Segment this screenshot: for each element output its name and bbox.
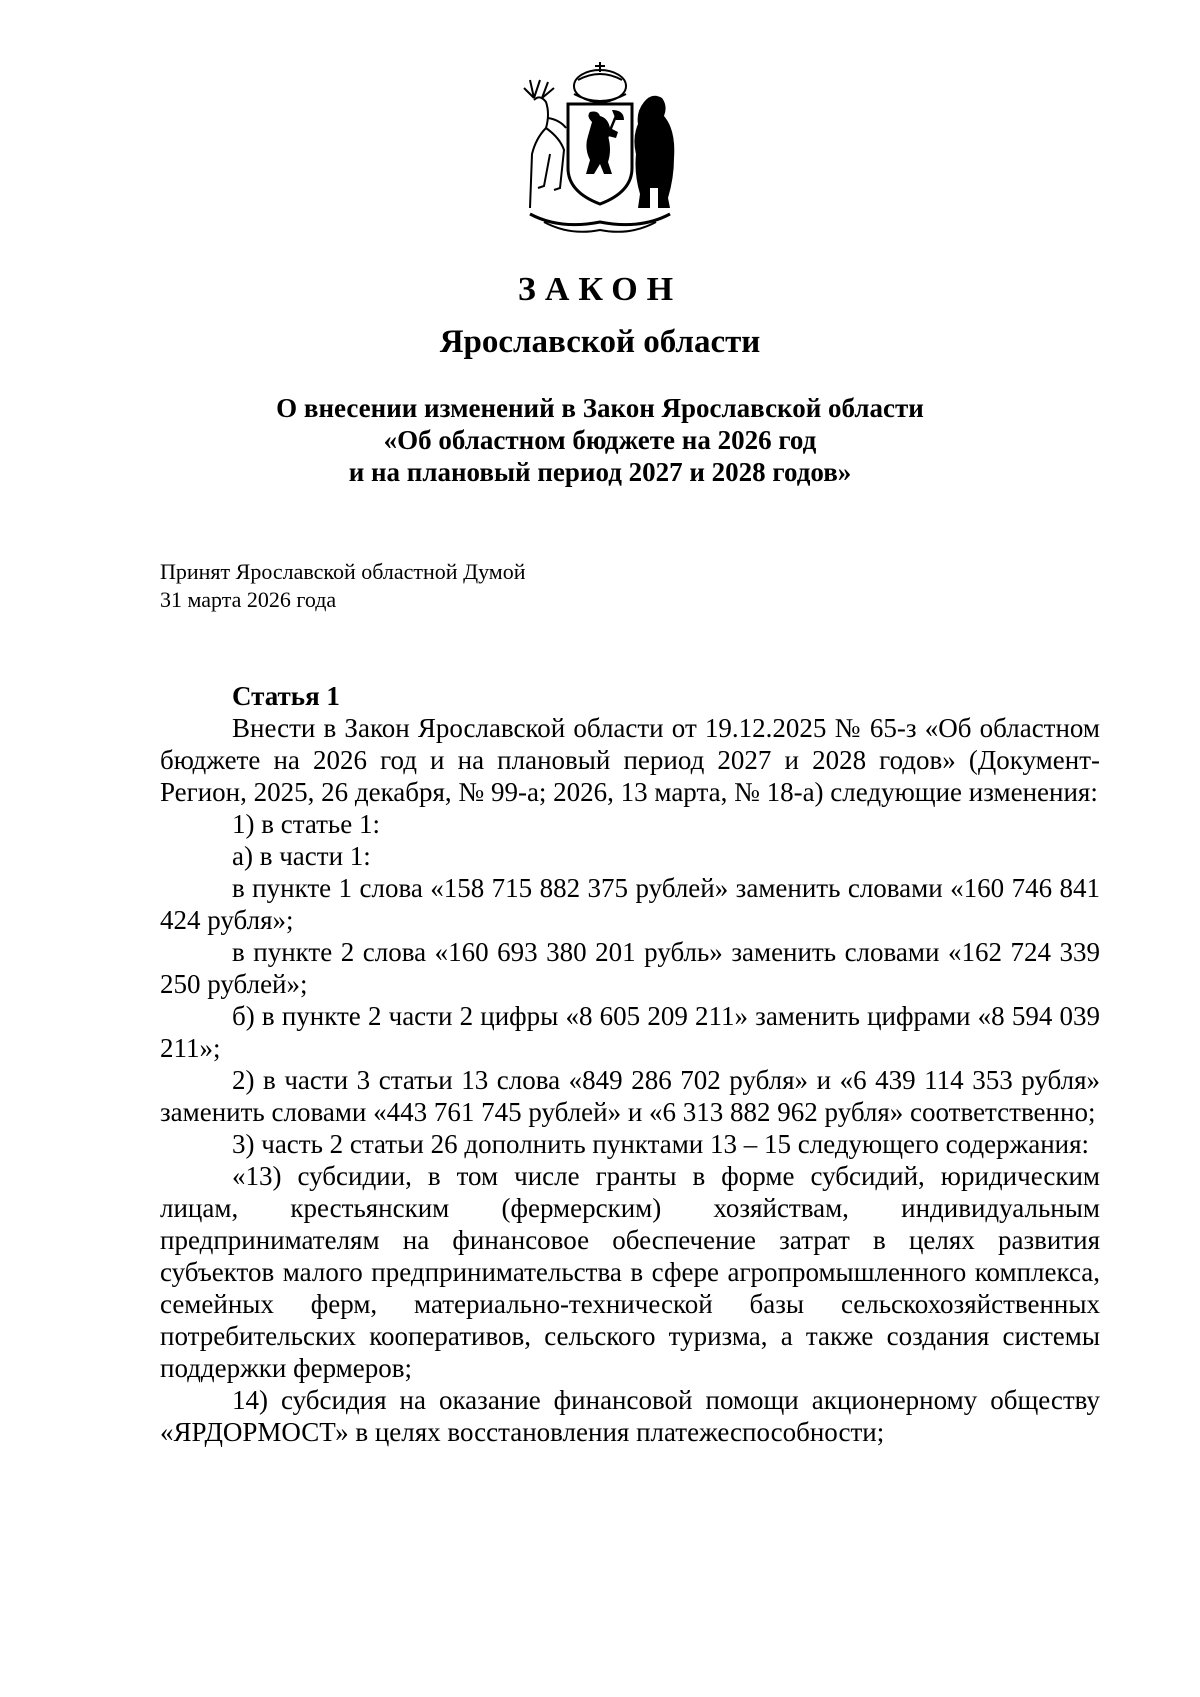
article-paragraph: 1) в статье 1: xyxy=(232,809,380,839)
article-paragraph: Внести в Закон Ярославской области от 19.12.2025 № 65-з «Об областном бюджете на 2026 год и на плановый период 2027 и 2028 годов» (Документ-Регион, 2025, 26 декабря, № 99-а; 2026, 13 марта, № 18-а) следующие изменения: xyxy=(160,713,1100,807)
adoption-info xyxy=(160,558,526,614)
adoption-date: 31 марта 2026 года xyxy=(160,587,337,612)
subject-line: «Об областном бюджете на 2026 год xyxy=(383,425,817,455)
adoption-body: Принят Ярославской областной Думой xyxy=(160,559,526,584)
article-paragraph: 2) в части 3 статьи 13 слова «849 286 702 рубля» и «6 439 114 353 рубля» заменить словами «443 761 745 рублей» и «6 313 882 962 рубля» соответственно; xyxy=(160,1065,1100,1127)
subject-line: и на плановый период 2027 и 2028 годов» xyxy=(348,457,852,487)
article-paragraph: в пункте 1 слова «158 715 882 375 рублей» заменить словами «160 746 841 424 рубля»; xyxy=(160,873,1100,935)
article-paragraph: в пункте 2 слова «160 693 380 201 рубль» заменить словами «162 724 339 250 рублей»; xyxy=(160,937,1100,999)
article-paragraph: 14) субсидия на оказание финансовой помощи акционерному обществу «ЯРДОРМОСТ» в целях восстановления платежеспособности; xyxy=(160,1385,1100,1447)
article-paragraph: б) в пункте 2 части 2 цифры «8 605 209 211» заменить цифрами «8 594 039 211»; xyxy=(160,1001,1100,1063)
article-paragraph: 3) часть 2 статьи 26 дополнить пунктами 13 – 15 следующего содержания: xyxy=(232,1129,1090,1159)
subject-line: О внесении изменений в Закон Ярославской области xyxy=(276,393,924,423)
article-paragraph: «13) субсидии, в том числе гранты в форме субсидий, юридическим лицам, крестьянским (фермерским) хозяйствам, индивидуальным предпринимателям на финансовое обеспечение затрат в целях развития субъектов малого предпринимательства в сфере агропромышленного комплекса, семейных ферм, материально-технической базы сельскохозяйственных потребительских кооперативов, сельского туризма, а также создания системы поддержки фермеров; xyxy=(160,1161,1100,1383)
law-subject xyxy=(0,392,1200,488)
article-paragraph: а) в части 1: xyxy=(232,841,371,871)
article-body xyxy=(160,680,1100,1448)
coat-of-arms-icon xyxy=(520,58,680,238)
law-title: ЗАКОН xyxy=(517,271,683,308)
article-heading: Статья 1 xyxy=(232,681,340,711)
law-region: Ярославской области xyxy=(439,324,761,360)
